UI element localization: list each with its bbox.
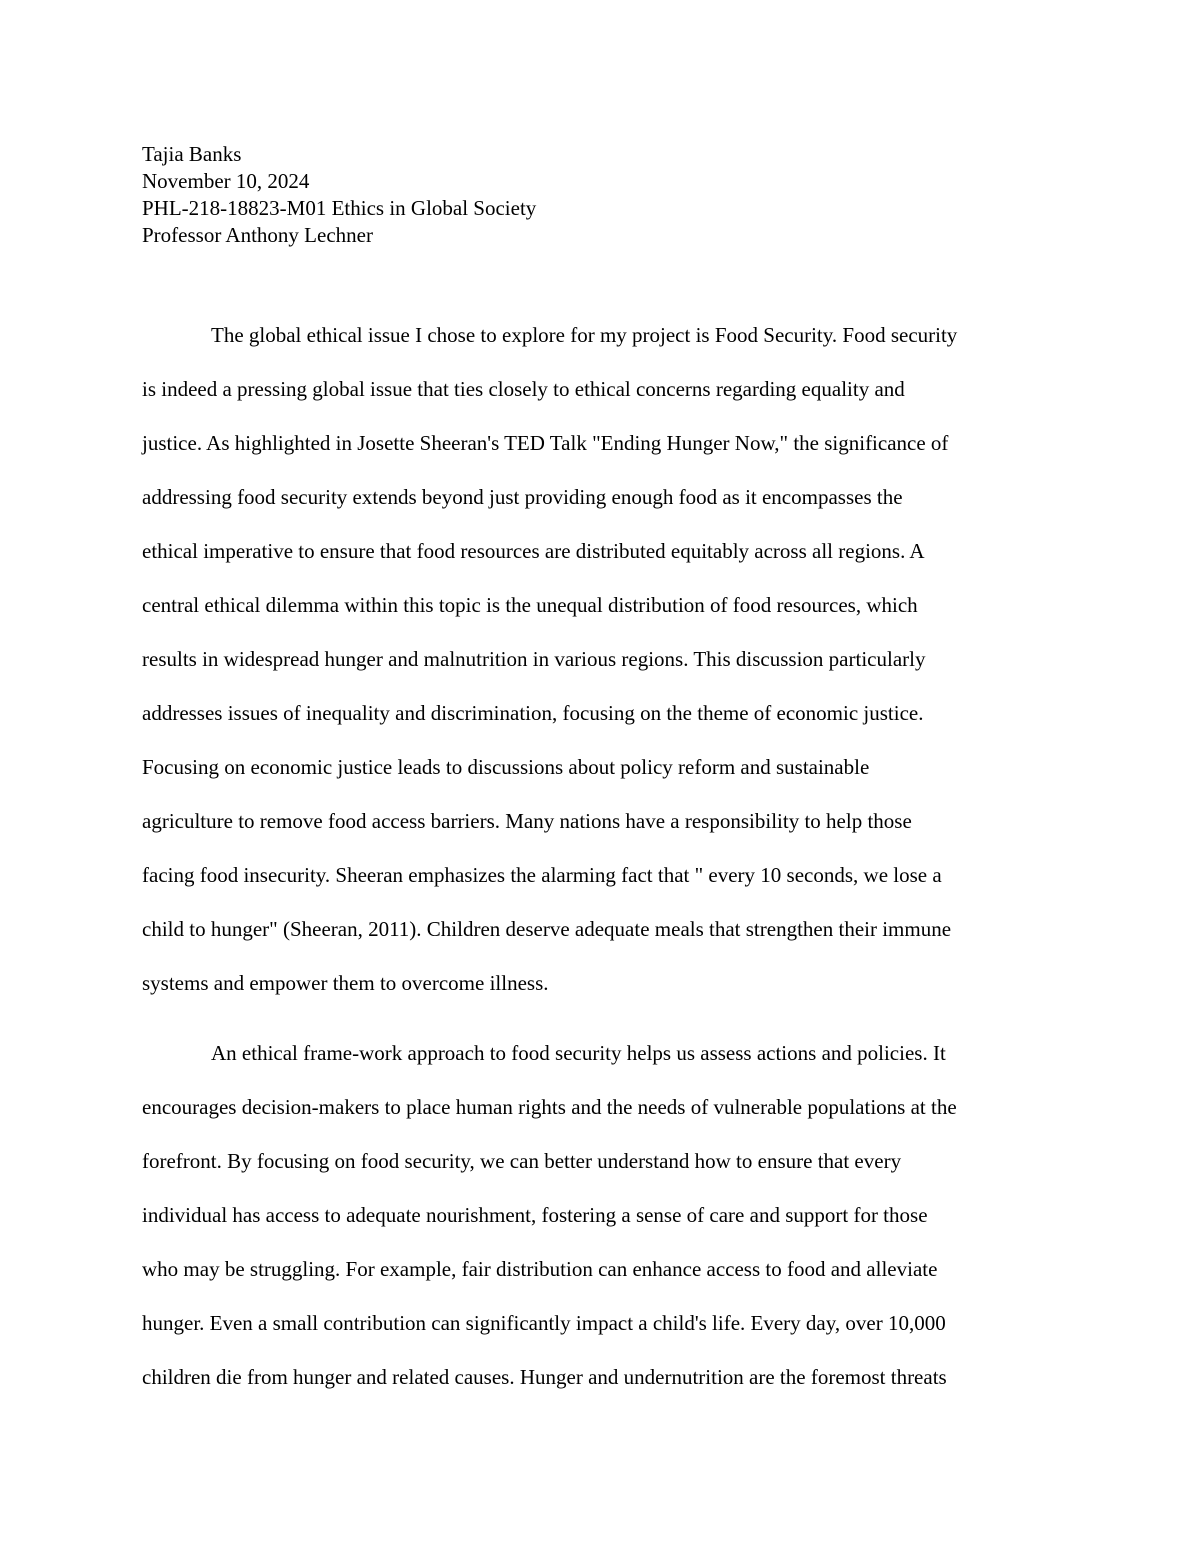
paragraph-line: children die from hunger and related causes. Hunger and undernutrition are the foremost threats bbox=[142, 1365, 947, 1389]
paragraph-line: results in widespread hunger and malnutrition in various regions. This discussion particularly bbox=[142, 647, 926, 671]
paragraph-line: An ethical frame-work approach to food security helps us assess actions and policies. It bbox=[211, 1041, 946, 1065]
author-name: Tajia Banks bbox=[142, 142, 242, 166]
paragraph-line: addressing food security extends beyond just providing enough food as it encompasses the bbox=[142, 485, 903, 509]
paragraph-spacer bbox=[142, 1010, 1082, 1026]
paragraph-line: The global ethical issue I chose to explore for my project is Food Security. Food security bbox=[211, 323, 958, 347]
paragraph-line: child to hunger" (Sheeran, 2011). Children deserve adequate meals that strengthen their immune bbox=[142, 917, 952, 941]
paragraph-1 bbox=[142, 308, 1082, 1010]
paragraph-line: agriculture to remove food access barriers. Many nations have a responsibility to help those bbox=[142, 809, 912, 833]
paragraph-line: encourages decision-makers to place human rights and the needs of vulnerable populations at the bbox=[142, 1095, 957, 1119]
paragraph-line: systems and empower them to overcome illness. bbox=[142, 971, 549, 995]
paragraph-line: forefront. By focusing on food security, we can better understand how to ensure that every bbox=[142, 1149, 902, 1173]
paragraph-line: ethical imperative to ensure that food resources are distributed equitably across all regions. A bbox=[142, 539, 925, 563]
paragraph-line: who may be struggling. For example, fair distribution can enhance access to food and alleviate bbox=[142, 1257, 938, 1281]
course-title: PHL-218-18823-M01 Ethics in Global Society bbox=[142, 196, 537, 220]
document-header bbox=[142, 141, 536, 249]
paragraph-line: addresses issues of inequality and discrimination, focusing on the theme of economic justice. bbox=[142, 701, 924, 725]
paragraph-line: individual has access to adequate nourishment, fostering a sense of care and support for those bbox=[142, 1203, 928, 1227]
paragraph-2 bbox=[142, 1026, 1082, 1404]
paragraph-line: justice. As highlighted in Josette Sheeran's TED Talk "Ending Hunger Now," the significance of bbox=[142, 431, 949, 455]
paragraph-line: facing food insecurity. Sheeran emphasizes the alarming fact that " every 10 seconds, we lose a bbox=[142, 863, 942, 887]
paragraph-line: hunger. Even a small contribution can significantly impact a child's life. Every day, over 10,000 bbox=[142, 1311, 946, 1335]
document-body bbox=[142, 308, 1082, 1404]
document-date: November 10, 2024 bbox=[142, 169, 310, 193]
paragraph-line: is indeed a pressing global issue that ties closely to ethical concerns regarding equality and bbox=[142, 377, 905, 401]
paragraph-line: Focusing on economic justice leads to discussions about policy reform and sustainable bbox=[142, 755, 870, 779]
paragraph-line: central ethical dilemma within this topic is the unequal distribution of food resources, which bbox=[142, 593, 918, 617]
professor-name: Professor Anthony Lechner bbox=[142, 223, 373, 247]
